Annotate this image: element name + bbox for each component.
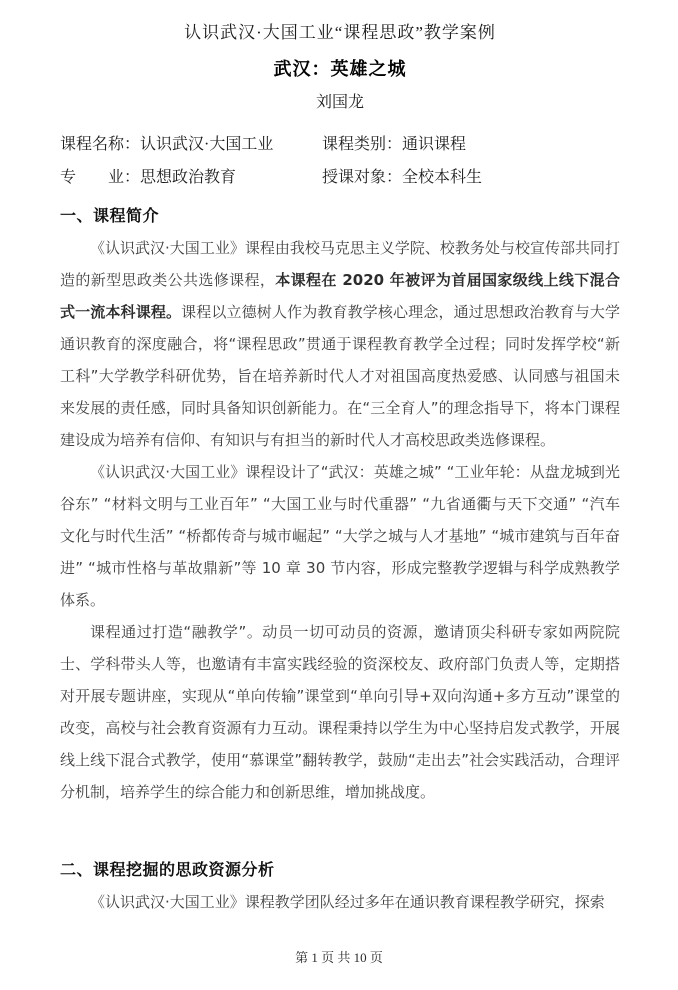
audience-label: 授课对象： — [322, 169, 403, 186]
course-name-label: 课程名称： — [60, 136, 141, 153]
course-type-value: 通识课程 — [402, 136, 467, 153]
author-name: 刘国龙 — [315, 94, 364, 111]
meta-row-2 — [60, 161, 620, 194]
page-number-footer: 第 1 页 共 10 页 — [295, 950, 383, 965]
section1-paragraph-1-run-3: 课程以立德树人作为教育教学核心理念，通过思想政治教育与大学通识教育的深度融合，将“课程思政”贯通于课程教育教学全过程；同时发挥学校“新工科”大学教学科研优势，旨在培养新时代人才对祖国高度热爱感、认同感与祖国未来发展的责任感，同时具备知识创新能力。在“三全育人”的理念指导下，将本门课程建设成为培养有信仰、有知识与有担当的新时代人才高校思政类选修课程。 — [60, 303, 620, 449]
section1-paragraph-2: 《认识武汉·大国工业》课程设计了“武汉：英雄之城” “工业年轮：从盘龙城到光谷东” “材料文明与工业百年” “大国工业与时代重器” “九省通衢与天下交通” “汽车文化与时代生活” “桥都传奇与城市崛起” “大学之城与人才基地” “城市建筑与百年奋进” “城市性格与革故鼎新”等 10 章 30 节内容，形成完整教学逻辑与科学成熟教学体系。 — [60, 463, 620, 609]
major-field — [60, 161, 322, 194]
meta-row-1 — [60, 128, 620, 161]
major-value: 思想政治教育 — [140, 169, 237, 186]
section1-paragraph-1-run-1: 《认识武汉·大国工业》课程由我校马克思主义学院、校教务处与校宣传部共同打造的新型思政类公共选修课程， — [60, 239, 620, 289]
audience-value: 全校本科生 — [402, 169, 483, 186]
course-meta — [60, 128, 620, 194]
course-name-value: 认识武汉·大国工业 — [140, 136, 274, 153]
section1-paragraph-1 — [60, 232, 620, 456]
section1-paragraph-1-run-2-bold: 本课程在 2020 年被评为首届国家级线上线下混合式一流本科课程。 — [60, 271, 620, 321]
course-name-field — [60, 128, 322, 161]
section1-paragraph-3: 课程通过打造“融教学”。动员一切可动员的资源，邀请顶尖科研专家如两院院士、学科带头人等，也邀请有丰富实践经验的资深校友、政府部门负责人等，定期搭对开展专题讲座，实现从“单向传输”课堂到“单向引导+双向沟通+多方互动”课堂的改变，高校与社会教育资源有力互动。课程秉持以学生为中心坚持启发式教学，开展线上线下混合式教学，使用“慕课堂”翻转教学，鼓励“走出去”社会实践活动，合理评分机制，培养学生的综合能力和创新思维，增加挑战度。 — [60, 623, 620, 801]
document-title: 认识武汉·大国工业“课程思政”教学案例 — [184, 23, 496, 42]
major-label: 专 业： — [60, 169, 141, 186]
audience-field — [322, 161, 620, 194]
document-subtitle: 武汉：英雄之城 — [273, 59, 407, 79]
section2-paragraph-1: 《认识武汉·大国工业》课程教学团队经过多年在通识教育课程教学研究，探索 — [90, 893, 605, 911]
section1-heading: 一、课程简介 — [60, 208, 160, 225]
section2-heading: 二、课程挖掘的思政资源分析 — [60, 862, 275, 879]
course-type-field — [322, 128, 620, 161]
course-type-label: 课程类别： — [322, 136, 403, 153]
